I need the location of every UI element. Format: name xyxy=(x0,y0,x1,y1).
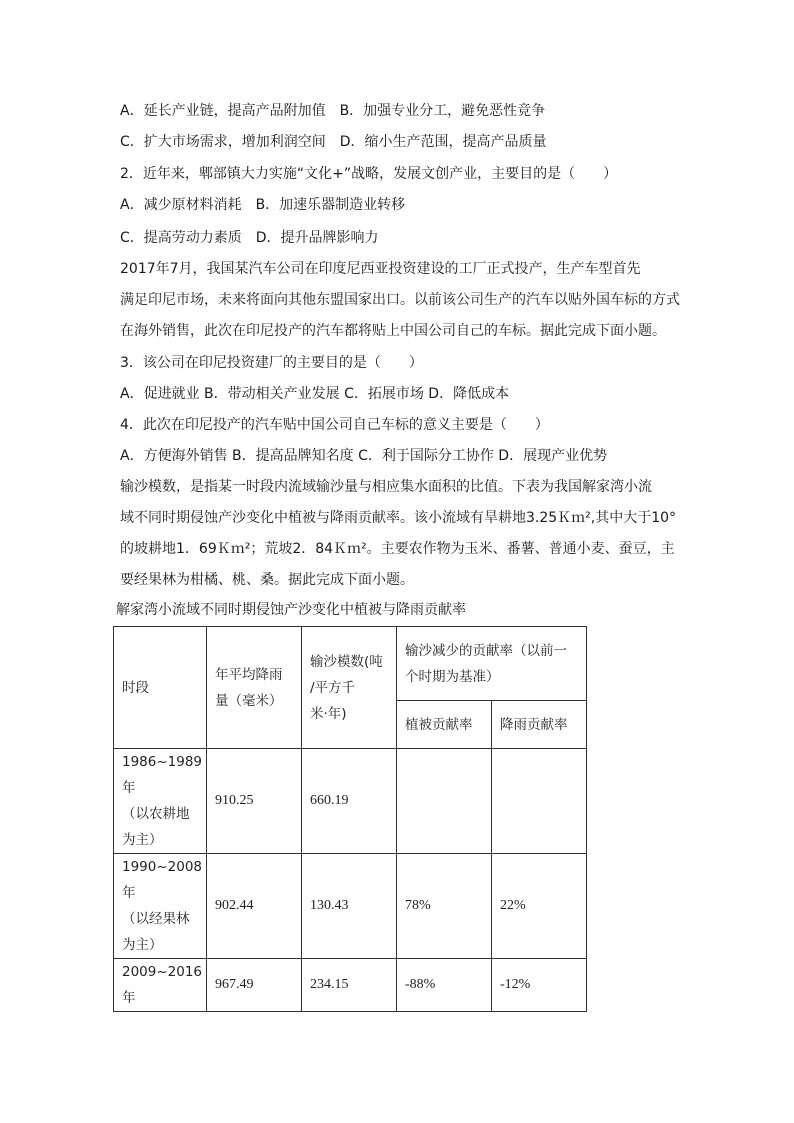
q2-option-b: B．加速乐器制造业转移 xyxy=(255,197,406,213)
q2-options-row-1 xyxy=(120,195,405,215)
q1-option-b: B．加强专业分工，避免恶性竞争 xyxy=(339,103,546,119)
q2-option-d: D．提升品牌影响力 xyxy=(255,230,379,246)
row-period: 2009~2016年 xyxy=(114,959,207,1012)
row-rainc: -12% xyxy=(492,959,587,1012)
row-rainc: 22% xyxy=(492,854,587,959)
q2-options-row-2 xyxy=(120,228,379,248)
table-header-row xyxy=(114,627,587,701)
header-sediment-modulus: 输沙模数(吨 /平方千 米·年) xyxy=(302,627,397,749)
q1-option-d: D．缩小生产范围，提高产品质量 xyxy=(339,134,547,150)
passage2-line-3: 在海外销售，此次在印尼投产的汽车都将贴上中国公司自己的车标。据此完成下面小题。 xyxy=(120,323,666,339)
sediment-table xyxy=(113,626,587,1012)
row-sediment: 660.19 xyxy=(302,749,397,854)
q2-option-c: C．提高劳动力素质 xyxy=(120,230,242,246)
q1-option-c: C．扩大市场需求，增加利润空间 xyxy=(120,134,326,150)
header-vegetation-contribution: 植被贡献率 xyxy=(397,701,492,749)
passage3-line-1: 输沙模数，是指某一时段内流域输沙量与相应集水面积的比值。下表为我国解家湾小流 xyxy=(120,479,652,495)
q1-option-a: A．延长产业链，提高产品附加值 xyxy=(120,103,326,119)
q3-stem: 3．该公司在印尼投资建厂的主要目的是（ ） xyxy=(120,355,423,371)
header-rainfall: 年平均降雨 量（毫米） xyxy=(207,627,302,749)
table-caption: 解家湾小流域不同时期侵蚀产沙变化中植被与降雨贡献率 xyxy=(116,602,466,618)
row-rainfall: 902.44 xyxy=(207,854,302,959)
q1-options-row-2 xyxy=(120,132,547,152)
row-rainc xyxy=(492,749,587,854)
row-sediment: 234.15 xyxy=(302,959,397,1012)
row-veg: -88% xyxy=(397,959,492,1012)
table-row xyxy=(114,749,587,854)
q4-stem: 4．此次在印尼投产的汽车贴中国公司自己车标的意义主要是（ ） xyxy=(120,417,549,433)
q4-options: A．方便海外销售 B．提高品牌知名度 C．利于国际分工协作 D．展现产业优势 xyxy=(120,448,608,464)
passage2-line-2: 满足印尼市场，未来将面向其他东盟国家出口。以前该公司生产的汽车以贴外国车标的方式 xyxy=(120,292,680,308)
table-row xyxy=(114,854,587,959)
passage3-line-4: 要经果林为柑橘、桃、桑。据此完成下面小题。 xyxy=(120,572,414,588)
table-row xyxy=(114,959,587,1012)
passage2-line-1: 2017年7月，我国某汽车公司在印度尼西亚投资建设的工厂正式投产，生产车型首先 xyxy=(120,261,641,277)
row-period: 1986~1989年 （以农耕地 为主） xyxy=(114,749,207,854)
row-veg xyxy=(397,749,492,854)
q1-options-row-1 xyxy=(120,101,545,121)
q2-stem: 2．近年来，郫部镇大力实施“文化+”战略，发展文创产业，主要目的是（ ） xyxy=(120,166,618,182)
row-period: 1990~2008年 （以经果林 为主） xyxy=(114,854,207,959)
row-sediment: 130.43 xyxy=(302,854,397,959)
q3-options: A．促进就业 B．带动相关产业发展 C．拓展市场 D．降低成本 xyxy=(120,386,510,402)
header-rain-contribution: 降雨贡献率 xyxy=(492,701,587,749)
header-contribution: 输沙减少的贡献率（以前一 个时期为基准） xyxy=(397,627,587,701)
passage3-line-2: 域不同时期侵蚀产沙变化中植被与降雨贡献率。该小流域有旱耕地3.25Ｋｍ²,其中大于10° xyxy=(120,510,677,526)
q2-option-a: A．减少原材料消耗 xyxy=(120,197,242,213)
header-period: 时段 xyxy=(114,627,207,749)
row-rainfall: 910.25 xyxy=(207,749,302,854)
passage3-line-3: 的坡耕地1．69Ｋｍ²；荒坡2．84Ｋｍ²。主要农作物为玉米、番薯、普通小麦、蚕豆，主 xyxy=(120,541,675,557)
row-veg: 78% xyxy=(397,854,492,959)
row-rainfall: 967.49 xyxy=(207,959,302,1012)
